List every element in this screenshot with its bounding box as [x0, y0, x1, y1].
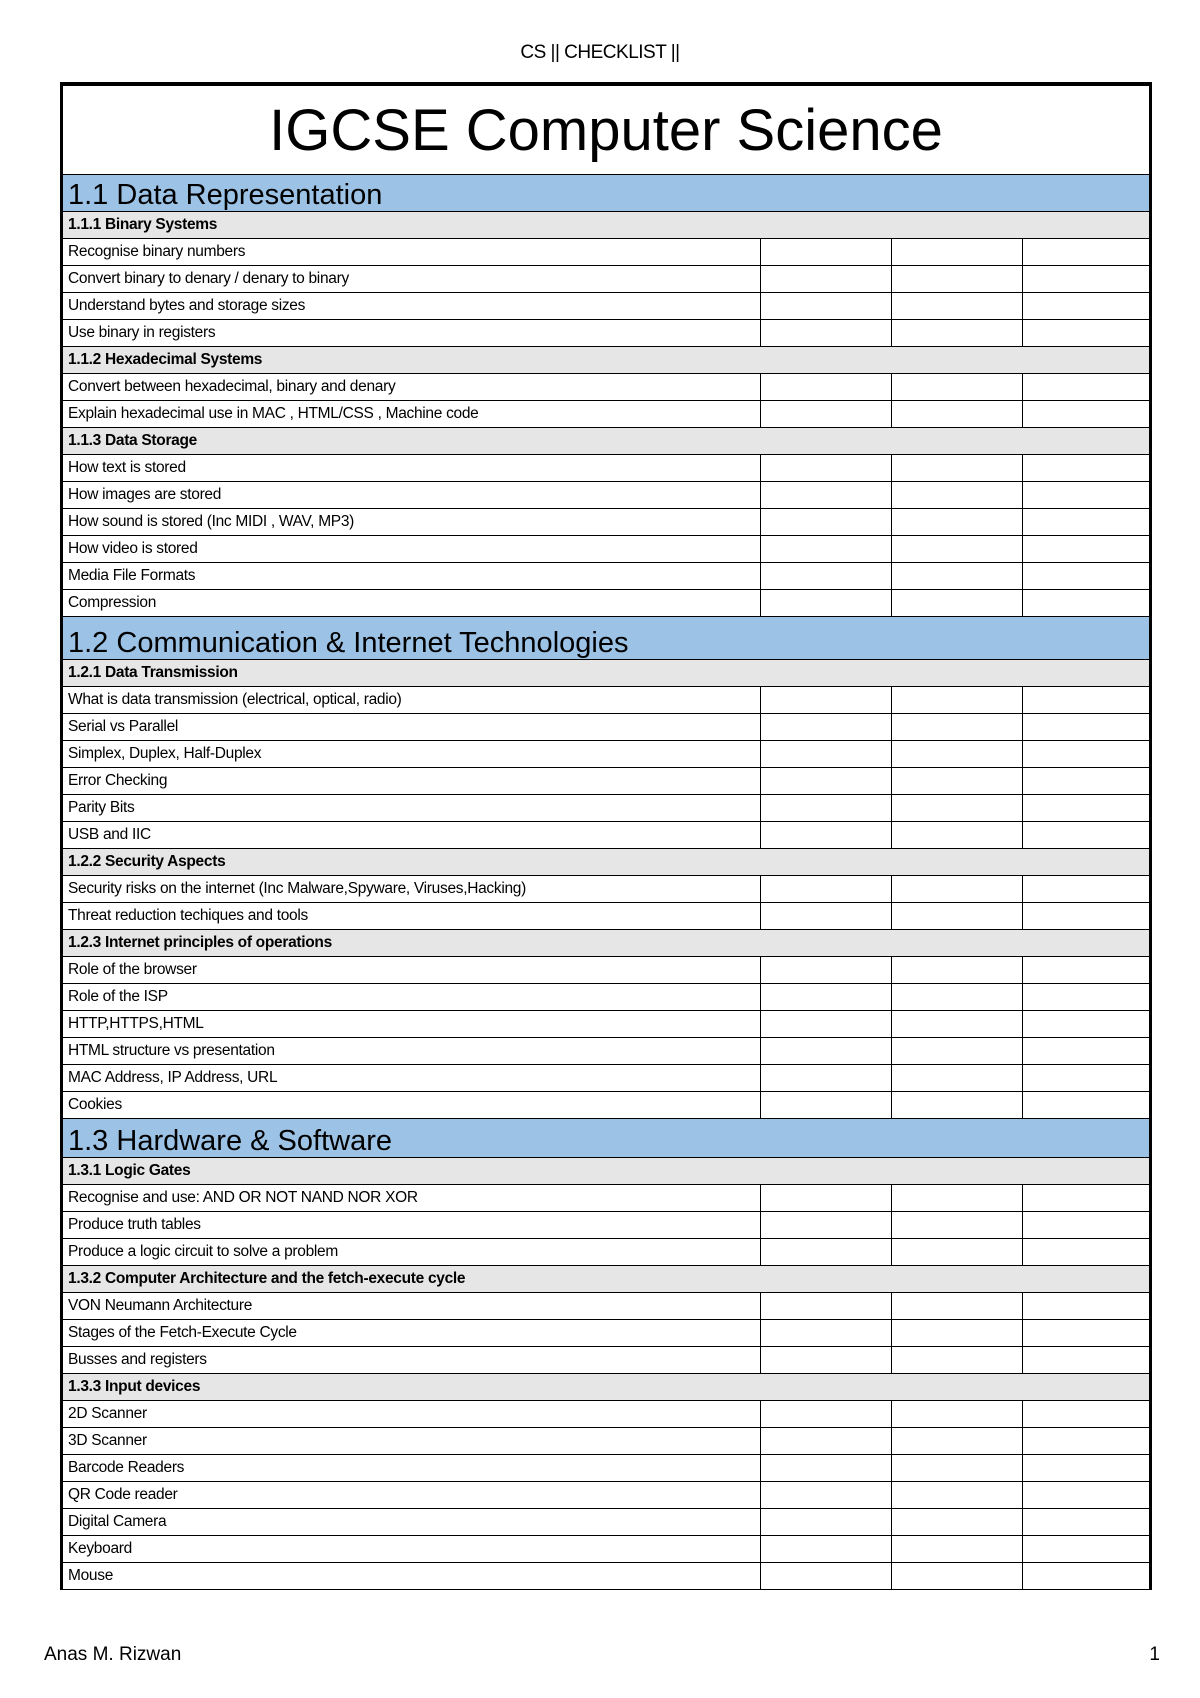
- checklist-row: [63, 563, 1149, 590]
- checklist-row: [63, 509, 1149, 536]
- checklist-row: [63, 984, 1149, 1011]
- checklist-checkbox-cell[interactable]: [1023, 687, 1149, 713]
- checklist-checkbox-cell[interactable]: [761, 1482, 892, 1508]
- checklist-checkbox-cell[interactable]: [761, 1347, 892, 1373]
- checklist-checkbox-cell[interactable]: [892, 536, 1023, 562]
- checklist-checkbox-cell[interactable]: [761, 401, 892, 427]
- checklist-checkbox-cell[interactable]: [761, 1401, 892, 1427]
- checklist-row: [63, 320, 1149, 347]
- checklist-row: [63, 1455, 1149, 1482]
- checklist-row: [63, 876, 1149, 903]
- section-header: [63, 617, 1149, 660]
- checklist-checkbox-cell[interactable]: [892, 768, 1023, 794]
- checklist-row: [63, 1038, 1149, 1065]
- checklist-item-label: Busses and registers: [63, 1347, 761, 1373]
- checklist-item-label: Use binary in registers: [63, 320, 761, 346]
- checklist-row: [63, 239, 1149, 266]
- checklist-checkbox-cell[interactable]: [1023, 1092, 1149, 1118]
- checklist-row: [63, 714, 1149, 741]
- checklist-checkbox-cell[interactable]: [1023, 1347, 1149, 1373]
- checklist-item-label: Produce truth tables: [63, 1212, 761, 1238]
- checklist-checkbox-cell[interactable]: [1023, 1563, 1149, 1589]
- checklist-item-label: Security risks on the internet (Inc Malware,Spyware, Viruses,Hacking): [63, 876, 761, 902]
- checklist-row: [63, 1536, 1149, 1563]
- checklist-checkbox-cell[interactable]: [761, 1428, 892, 1454]
- checklist-checkbox-cell[interactable]: [1023, 1401, 1149, 1427]
- document-title: IGCSE Computer Science: [63, 86, 1149, 175]
- checklist-row: [63, 1401, 1149, 1428]
- checklist-item-label: Explain hexadecimal use in MAC , HTML/CSS , Machine code: [63, 401, 761, 427]
- checklist-checkbox-cell[interactable]: [892, 1509, 1023, 1535]
- checklist-checkbox-cell[interactable]: [1023, 1482, 1149, 1508]
- checklist-checkbox-cell[interactable]: [761, 239, 892, 265]
- checklist-checkbox-cell[interactable]: [761, 768, 892, 794]
- checklist-row: [63, 795, 1149, 822]
- checklist-item-label: 2D Scanner: [63, 1401, 761, 1427]
- checklist-checkbox-cell[interactable]: [1023, 1038, 1149, 1064]
- checklist-checkbox-cell[interactable]: [761, 822, 892, 848]
- checklist-checkbox-cell[interactable]: [1023, 957, 1149, 983]
- checklist-row: [63, 687, 1149, 714]
- checklist-checkbox-cell[interactable]: [1023, 536, 1149, 562]
- checklist-checkbox-cell[interactable]: [892, 1347, 1023, 1373]
- checklist-checkbox-cell[interactable]: [761, 590, 892, 616]
- checklist-checkbox-cell[interactable]: [1023, 266, 1149, 292]
- checklist-checkbox-cell[interactable]: [1023, 482, 1149, 508]
- subsection-header: 1.3.2 Computer Architecture and the fetch-execute cycle: [63, 1266, 1149, 1293]
- checklist-table: [60, 82, 1152, 1590]
- checklist-item-label: Barcode Readers: [63, 1455, 761, 1481]
- checklist-item-label: Mouse: [63, 1563, 761, 1589]
- checklist-checkbox-cell[interactable]: [1023, 1239, 1149, 1265]
- page-number: 1: [1149, 1644, 1160, 1665]
- checklist-item-label: Simplex, Duplex, Half-Duplex: [63, 741, 761, 767]
- checklist-checkbox-cell[interactable]: [1023, 590, 1149, 616]
- subsection-header: 1.1.3 Data Storage: [63, 428, 1149, 455]
- checklist-checkbox-cell[interactable]: [892, 1212, 1023, 1238]
- checklist-checkbox-cell[interactable]: [761, 1239, 892, 1265]
- checklist-checkbox-cell[interactable]: [761, 563, 892, 589]
- checklist-row: [63, 1065, 1149, 1092]
- checklist-checkbox-cell[interactable]: [761, 687, 892, 713]
- checklist-item-label: Error Checking: [63, 768, 761, 794]
- checklist-checkbox-cell[interactable]: [761, 1065, 892, 1091]
- checklist-row: [63, 536, 1149, 563]
- checklist-item-label: Keyboard: [63, 1536, 761, 1562]
- subsection-header: 1.2.1 Data Transmission: [63, 660, 1149, 687]
- checklist-row: [63, 903, 1149, 930]
- section-header: [63, 175, 1149, 212]
- checklist-checkbox-cell[interactable]: [761, 482, 892, 508]
- checklist-checkbox-cell[interactable]: [892, 1065, 1023, 1091]
- checklist-checkbox-cell[interactable]: [892, 687, 1023, 713]
- checklist-checkbox-cell[interactable]: [892, 590, 1023, 616]
- checklist-row: [63, 1185, 1149, 1212]
- checklist-item-label: Role of the browser: [63, 957, 761, 983]
- checklist-row: [63, 455, 1149, 482]
- checklist-item-label: MAC Address, IP Address, URL: [63, 1065, 761, 1091]
- checklist-checkbox-cell[interactable]: [1023, 293, 1149, 319]
- checklist-row: [63, 1320, 1149, 1347]
- checklist-checkbox-cell[interactable]: [1023, 1212, 1149, 1238]
- checklist-checkbox-cell[interactable]: [1023, 1320, 1149, 1346]
- checklist-checkbox-cell[interactable]: [1023, 1536, 1149, 1562]
- checklist-checkbox-cell[interactable]: [1023, 563, 1149, 589]
- checklist-item-label: Serial vs Parallel: [63, 714, 761, 740]
- checklist-row: [63, 1092, 1149, 1119]
- section-title: 1.2 Communication & Internet Technologies: [68, 627, 629, 659]
- checklist-checkbox-cell[interactable]: [892, 957, 1023, 983]
- checklist-checkbox-cell[interactable]: [1023, 1509, 1149, 1535]
- checklist-checkbox-cell[interactable]: [761, 455, 892, 481]
- checklist-row: [63, 374, 1149, 401]
- checklist-checkbox-cell[interactable]: [761, 1536, 892, 1562]
- checklist-row: [63, 1482, 1149, 1509]
- checklist-checkbox-cell[interactable]: [892, 1092, 1023, 1118]
- checklist-checkbox-cell[interactable]: [761, 984, 892, 1010]
- checklist-item-label: How sound is stored (Inc MIDI , WAV, MP3): [63, 509, 761, 535]
- checklist-item-label: HTTP,HTTPS,HTML: [63, 1011, 761, 1037]
- checklist-item-label: Stages of the Fetch-Execute Cycle: [63, 1320, 761, 1346]
- checklist-checkbox-cell[interactable]: [761, 741, 892, 767]
- checklist-item-label: How video is stored: [63, 536, 761, 562]
- checklist-row: [63, 1509, 1149, 1536]
- checklist-checkbox-cell[interactable]: [761, 1509, 892, 1535]
- checklist-row: [63, 1293, 1149, 1320]
- checklist-row: [63, 741, 1149, 768]
- checklist-checkbox-cell[interactable]: [892, 455, 1023, 481]
- checklist-item-label: Cookies: [63, 1092, 761, 1118]
- checklist-checkbox-cell[interactable]: [761, 1185, 892, 1211]
- checklist-checkbox-cell[interactable]: [892, 1185, 1023, 1211]
- checklist-item-label: Convert between hexadecimal, binary and denary: [63, 374, 761, 400]
- checklist-row: [63, 957, 1149, 984]
- checklist-checkbox-cell[interactable]: [892, 1239, 1023, 1265]
- checklist-item-label: Produce a logic circuit to solve a problem: [63, 1239, 761, 1265]
- checklist-item-label: Recognise and use: AND OR NOT NAND NOR XOR: [63, 1185, 761, 1211]
- checklist-checkbox-cell[interactable]: [892, 1455, 1023, 1481]
- checklist-checkbox-cell[interactable]: [1023, 1065, 1149, 1091]
- checklist-item-label: USB and IIC: [63, 822, 761, 848]
- checklist-checkbox-cell[interactable]: [1023, 822, 1149, 848]
- checklist-item-label: Digital Camera: [63, 1509, 761, 1535]
- checklist-item-label: 3D Scanner: [63, 1428, 761, 1454]
- checklist-checkbox-cell[interactable]: [892, 509, 1023, 535]
- checklist-item-label: What is data transmission (electrical, optical, radio): [63, 687, 761, 713]
- checklist-checkbox-cell[interactable]: [761, 957, 892, 983]
- checklist-checkbox-cell[interactable]: [761, 1563, 892, 1589]
- checklist-checkbox-cell[interactable]: [1023, 1428, 1149, 1454]
- checklist-checkbox-cell[interactable]: [1023, 239, 1149, 265]
- checklist-checkbox-cell[interactable]: [1023, 741, 1149, 767]
- checklist-checkbox-cell[interactable]: [761, 795, 892, 821]
- footer-author: Anas M. Rizwan: [44, 1644, 182, 1665]
- checklist-checkbox-cell[interactable]: [892, 1401, 1023, 1427]
- checklist-checkbox-cell[interactable]: [892, 1536, 1023, 1562]
- checklist-checkbox-cell[interactable]: [892, 401, 1023, 427]
- subsection-header: 1.2.3 Internet principles of operations: [63, 930, 1149, 957]
- checklist-checkbox-cell[interactable]: [761, 320, 892, 346]
- checklist-row: [63, 293, 1149, 320]
- checklist-checkbox-cell[interactable]: [761, 1320, 892, 1346]
- checklist-checkbox-cell[interactable]: [1023, 320, 1149, 346]
- checklist-row: [63, 768, 1149, 795]
- checklist-checkbox-cell[interactable]: [1023, 1293, 1149, 1319]
- checklist-item-label: HTML structure vs presentation: [63, 1038, 761, 1064]
- section-title: 1.1 Data Representation: [68, 179, 383, 211]
- checklist-checkbox-cell[interactable]: [761, 266, 892, 292]
- checklist-checkbox-cell[interactable]: [761, 374, 892, 400]
- checklist-checkbox-cell[interactable]: [892, 1038, 1023, 1064]
- checklist-checkbox-cell[interactable]: [892, 1563, 1023, 1589]
- checklist-item-label: Understand bytes and storage sizes: [63, 293, 761, 319]
- checklist-row: [63, 1428, 1149, 1455]
- checklist-checkbox-cell[interactable]: [1023, 374, 1149, 400]
- checklist-checkbox-cell[interactable]: [892, 1320, 1023, 1346]
- checklist-checkbox-cell[interactable]: [892, 1011, 1023, 1037]
- section-title: 1.3 Hardware & Software: [68, 1125, 392, 1157]
- checklist-checkbox-cell[interactable]: [892, 822, 1023, 848]
- checklist-row: [63, 482, 1149, 509]
- checklist-checkbox-cell[interactable]: [892, 1293, 1023, 1319]
- checklist-row: [63, 1347, 1149, 1374]
- section-header: [63, 1119, 1149, 1158]
- checklist-checkbox-cell[interactable]: [1023, 876, 1149, 902]
- page-header: CS || CHECKLIST ||: [520, 42, 680, 63]
- checklist-checkbox-cell[interactable]: [1023, 1011, 1149, 1037]
- checklist-item-label: Role of the ISP: [63, 984, 761, 1010]
- checklist-item-label: VON Neumann Architecture: [63, 1293, 761, 1319]
- checklist-checkbox-cell[interactable]: [892, 876, 1023, 902]
- checklist-checkbox-cell[interactable]: [1023, 401, 1149, 427]
- checklist-checkbox-cell[interactable]: [892, 795, 1023, 821]
- checklist-checkbox-cell[interactable]: [892, 984, 1023, 1010]
- subsection-header: 1.1.1 Binary Systems: [63, 212, 1149, 239]
- checklist-item-label: Parity Bits: [63, 795, 761, 821]
- checklist-checkbox-cell[interactable]: [761, 536, 892, 562]
- checklist-row: [63, 266, 1149, 293]
- checklist-checkbox-cell[interactable]: [1023, 1455, 1149, 1481]
- checklist-checkbox-cell[interactable]: [892, 1482, 1023, 1508]
- checklist-item-label: QR Code reader: [63, 1482, 761, 1508]
- subsection-header: 1.3.1 Logic Gates: [63, 1158, 1149, 1185]
- checklist-item-label: Threat reduction techiques and tools: [63, 903, 761, 929]
- checklist-row: [63, 1563, 1149, 1590]
- checklist-checkbox-cell[interactable]: [761, 509, 892, 535]
- checklist-checkbox-cell[interactable]: [761, 1293, 892, 1319]
- checklist-checkbox-cell[interactable]: [892, 482, 1023, 508]
- checklist-row: [63, 1011, 1149, 1038]
- checklist-checkbox-cell[interactable]: [1023, 903, 1149, 929]
- checklist-checkbox-cell[interactable]: [1023, 768, 1149, 794]
- checklist-checkbox-cell[interactable]: [1023, 795, 1149, 821]
- checklist-row: [63, 401, 1149, 428]
- subsection-header: 1.1.2 Hexadecimal Systems: [63, 347, 1149, 374]
- checklist-item-label: Compression: [63, 590, 761, 616]
- checklist-checkbox-cell[interactable]: [761, 293, 892, 319]
- checklist-item-label: Convert binary to denary / denary to binary: [63, 266, 761, 292]
- checklist-checkbox-cell[interactable]: [1023, 984, 1149, 1010]
- checklist-checkbox-cell[interactable]: [761, 1212, 892, 1238]
- checklist-checkbox-cell[interactable]: [1023, 509, 1149, 535]
- checklist-row: [63, 590, 1149, 617]
- checklist-checkbox-cell[interactable]: [761, 903, 892, 929]
- checklist-checkbox-cell[interactable]: [892, 374, 1023, 400]
- checklist-checkbox-cell[interactable]: [892, 741, 1023, 767]
- checklist-checkbox-cell[interactable]: [892, 563, 1023, 589]
- subsection-header: 1.3.3 Input devices: [63, 1374, 1149, 1401]
- checklist-checkbox-cell[interactable]: [761, 876, 892, 902]
- checklist-row: [63, 1239, 1149, 1266]
- checklist-checkbox-cell[interactable]: [1023, 1185, 1149, 1211]
- checklist-item-label: How images are stored: [63, 482, 761, 508]
- checklist-row: [63, 1212, 1149, 1239]
- subsection-header: 1.2.2 Security Aspects: [63, 849, 1149, 876]
- checklist-checkbox-cell[interactable]: [761, 714, 892, 740]
- checklist-checkbox-cell[interactable]: [1023, 455, 1149, 481]
- checklist-checkbox-cell[interactable]: [761, 1092, 892, 1118]
- checklist-row: [63, 822, 1149, 849]
- checklist-checkbox-cell[interactable]: [892, 239, 1023, 265]
- checklist-checkbox-cell[interactable]: [761, 1455, 892, 1481]
- checklist-checkbox-cell[interactable]: [1023, 714, 1149, 740]
- checklist-checkbox-cell[interactable]: [892, 903, 1023, 929]
- checklist-checkbox-cell[interactable]: [892, 714, 1023, 740]
- checklist-checkbox-cell[interactable]: [761, 1038, 892, 1064]
- checklist-checkbox-cell[interactable]: [892, 266, 1023, 292]
- checklist-checkbox-cell[interactable]: [892, 320, 1023, 346]
- checklist-item-label: How text is stored: [63, 455, 761, 481]
- checklist-item-label: Recognise binary numbers: [63, 239, 761, 265]
- checklist-item-label: Media File Formats: [63, 563, 761, 589]
- checklist-checkbox-cell[interactable]: [761, 1011, 892, 1037]
- checklist-checkbox-cell[interactable]: [892, 1428, 1023, 1454]
- checklist-checkbox-cell[interactable]: [892, 293, 1023, 319]
